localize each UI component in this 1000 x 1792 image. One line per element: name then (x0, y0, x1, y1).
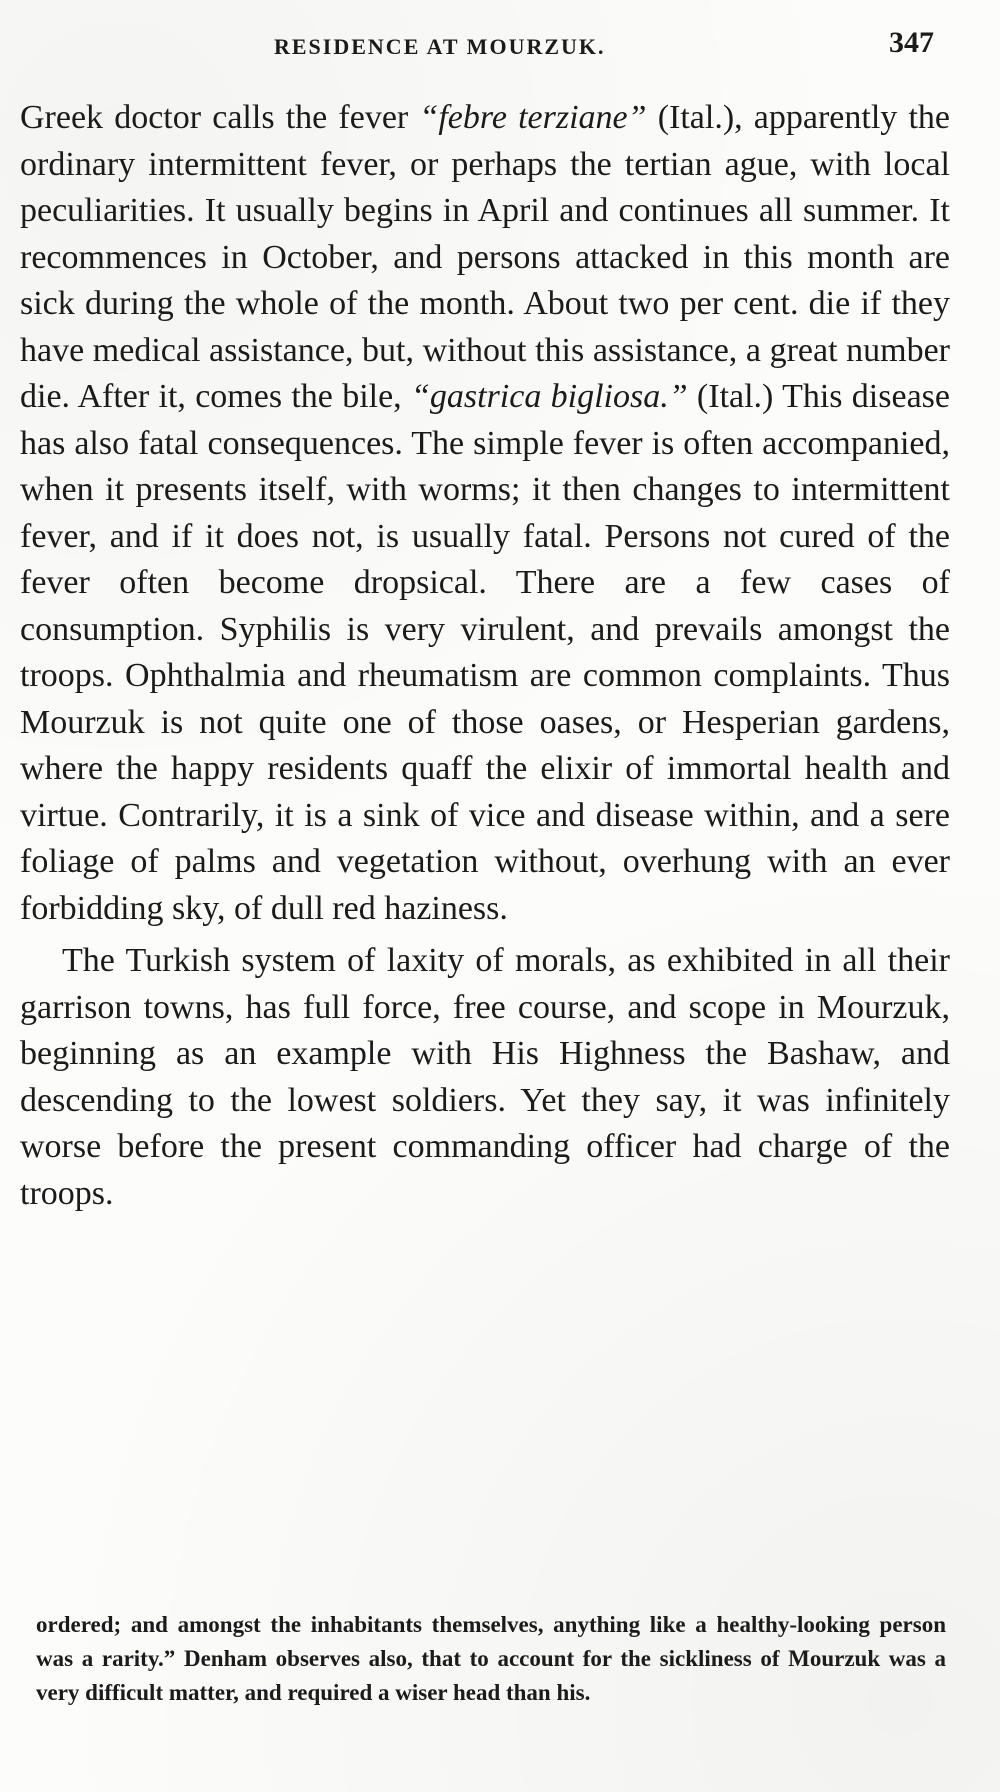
page-number: 347 (889, 26, 934, 59)
paragraph-1 (20, 95, 950, 932)
paragraph-2: The Turkish system of laxity of morals, as exhibited in all their garrison towns, has full force, free course, and scope in Mourzuk, beginning as an example with His Highness the Bashaw, and descending to the lowest soldiers. Yet they say, it was infinitely worse before the present commanding officer had charge of the troops. (20, 942, 950, 1212)
running-head: RESIDENCE AT MOURZUK. (274, 34, 606, 59)
text-run: (Ital.), apparently the ordinary intermittent fever, or perhaps the tertian ague, with local peculiarities. It usually begins in April and continues all summer. It recommences in October, and persons attacked in this month are sick during the whole of the month. About two per cent. die if they have medical assistance, but, without this assistance, a great number die. After it, comes the bile, (20, 99, 950, 415)
text-run: Greek doctor calls the fever (20, 99, 420, 136)
italic-term-gastrica-bigliosa: “gastrica bigliosa.” (410, 378, 688, 415)
text-run: (Ital.) This disease has also fatal consequences. The simple fever is often accompanied, when it presents itself, with worms; it then changes to intermittent fever, and if it does not, is usually fatal. Persons not cured of the fever often become dropsical. There are a few cases of consumption. Syphilis is very virulent, and prevails amongst the troops. Ophthalmia and rheumatism are common complaints. Thus Mourzuk is not quite one of those oases, or Hesperian gardens, where the happy residents quaff the elixir of immortal health and virtue. Contrarily, it is a sink of vice and disease within, and a sere foliage of palms and vegetation without, overhung with an ever forbidding sky, of dull red haziness. (20, 378, 950, 927)
italic-term-febre-terziane: “febre terziane” (419, 99, 647, 136)
footnote (36, 1608, 946, 1710)
page-header (24, 26, 944, 66)
footnote-text: ordered; and amongst the inhabitants themselves, anything like a healthy-looking person was a rarity.” Denham observes also, that to account for the sickliness of Mourzuk was a very difficult matter, and required a wiser head than his. (36, 1612, 946, 1705)
body-text (20, 95, 950, 1217)
